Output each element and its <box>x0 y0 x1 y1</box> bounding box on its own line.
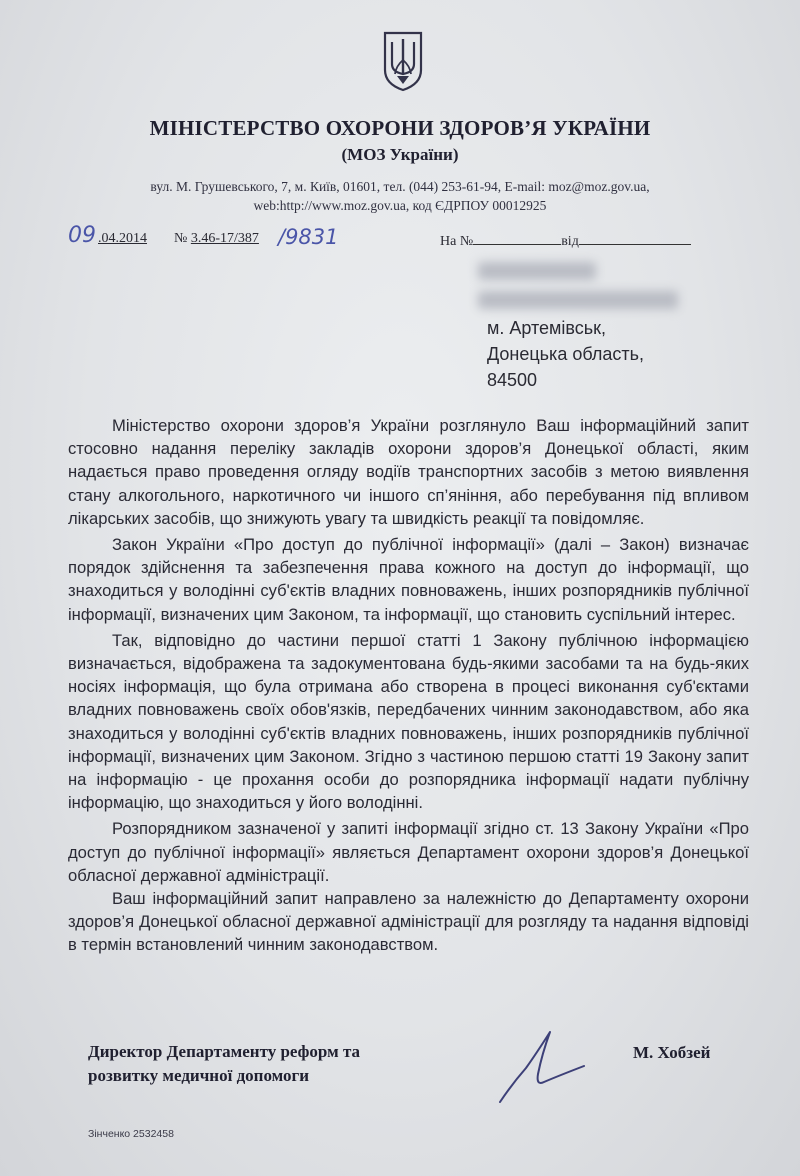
ministry-abbreviation: (МОЗ України) <box>341 145 459 164</box>
signatory-name: М. Хобзей <box>633 1043 711 1062</box>
na-label: На № <box>440 234 474 249</box>
number-prefix: № <box>174 231 191 246</box>
ministry-title: МІНІСТЕРСТВО ОХОРОНИ ЗДОРОВ’Я УКРАЇНИ <box>149 116 651 140</box>
trident-emblem-icon <box>381 30 425 92</box>
signatory-position <box>88 1040 360 1088</box>
handwritten-number: /9831 <box>278 225 339 249</box>
redacted-recipient-name <box>478 262 596 280</box>
redacted-recipient-street <box>478 291 678 309</box>
letter-body <box>68 414 749 957</box>
incoming-reference <box>440 231 691 250</box>
recipient-postcode: 84500 <box>487 370 538 390</box>
handwritten-signature <box>492 1024 592 1109</box>
reference-date: .04.2014 <box>98 231 147 246</box>
paragraph-4: Розпорядником зазначеної у запиті інформації згідно ст. 13 Закону України «Про доступ до публічної інформації» являється Департамент охорони здоров’я Донецької обласної державної адміністрації. <box>68 819 749 885</box>
vid-blank <box>579 231 691 245</box>
paragraph-3: Так, відповідно до частини першої статті 1 Закону публічною інформацією визначається, відображена та задокументована будь-якими засобами та на будь-яких носіях інформація, що була отримана або створена в процесі виконання суб'єктами владних повноважень своїх обов'язків, передбачених чинним законодавством, або яка знаходиться у володінні суб'єктів владних повноважень, інших розпорядників публічної інформації, визначених цим Законом. Згідно з частиною першою статті 19 Закону запит на інформацію - це прохання особи до розпорядника інформації надати публічну інформацію, що знаходиться у його володінні. <box>68 630 749 813</box>
recipient-city: м. Артемівськ, <box>487 318 607 338</box>
vid-label: від <box>561 234 579 249</box>
position-line-1: Директор Департаменту реформ та <box>88 1042 360 1061</box>
position-line-2: розвитку медичної допомоги <box>88 1066 310 1085</box>
executor-info: Зінченко 2532458 <box>88 1128 174 1140</box>
paragraph-1: Міністерство охорони здоров’я України розглянуло Ваш інформаційний запит стосовно надання переліку закладів охорони здоров’я Донецької області, яким надається право проведення огляду водіїв транспортних засобів з метою виявлення стану алкогольного, наркотичного чи іншого сп’яніння, або перебування під впливом лікарських засобів, що знижують увагу та швидкість реакції та повідомляє. <box>68 416 749 528</box>
na-blank <box>473 231 561 245</box>
address-line-1: вул. М. Грушевського, 7, м. Київ, 01601, тел. (044) 253-61-94, E-mail: moz@moz.gov.ua, <box>150 179 650 194</box>
recipient-region: Донецька область, <box>487 344 644 364</box>
reference-line <box>60 223 740 255</box>
handwritten-day: 09 <box>68 223 96 248</box>
reference-number <box>174 231 259 247</box>
address-line-2: web:http://www.moz.gov.ua, код ЄДРПОУ 00012925 <box>253 198 547 213</box>
paragraph-5: Ваш інформаційний запит направлено за належністю до Департаменту охорони здоров’я Донецької обласної державної адміністрації для розгляду та надання відповіді в термін встановлений чинним законодавством. <box>68 889 749 955</box>
number-value: 3.46-17/387 <box>190 231 259 246</box>
paragraph-2: Закон України «Про доступ до публічної інформації» (далі – Закон) визначає порядок здійснення та забезпечення права кожного на доступ до інформації, що знаходиться у володінні суб'єктів владних повноважень, інших розпорядників публічної інформації, визначених цим Законом, та інформації, що становить суспільний інтерес. <box>68 535 749 624</box>
